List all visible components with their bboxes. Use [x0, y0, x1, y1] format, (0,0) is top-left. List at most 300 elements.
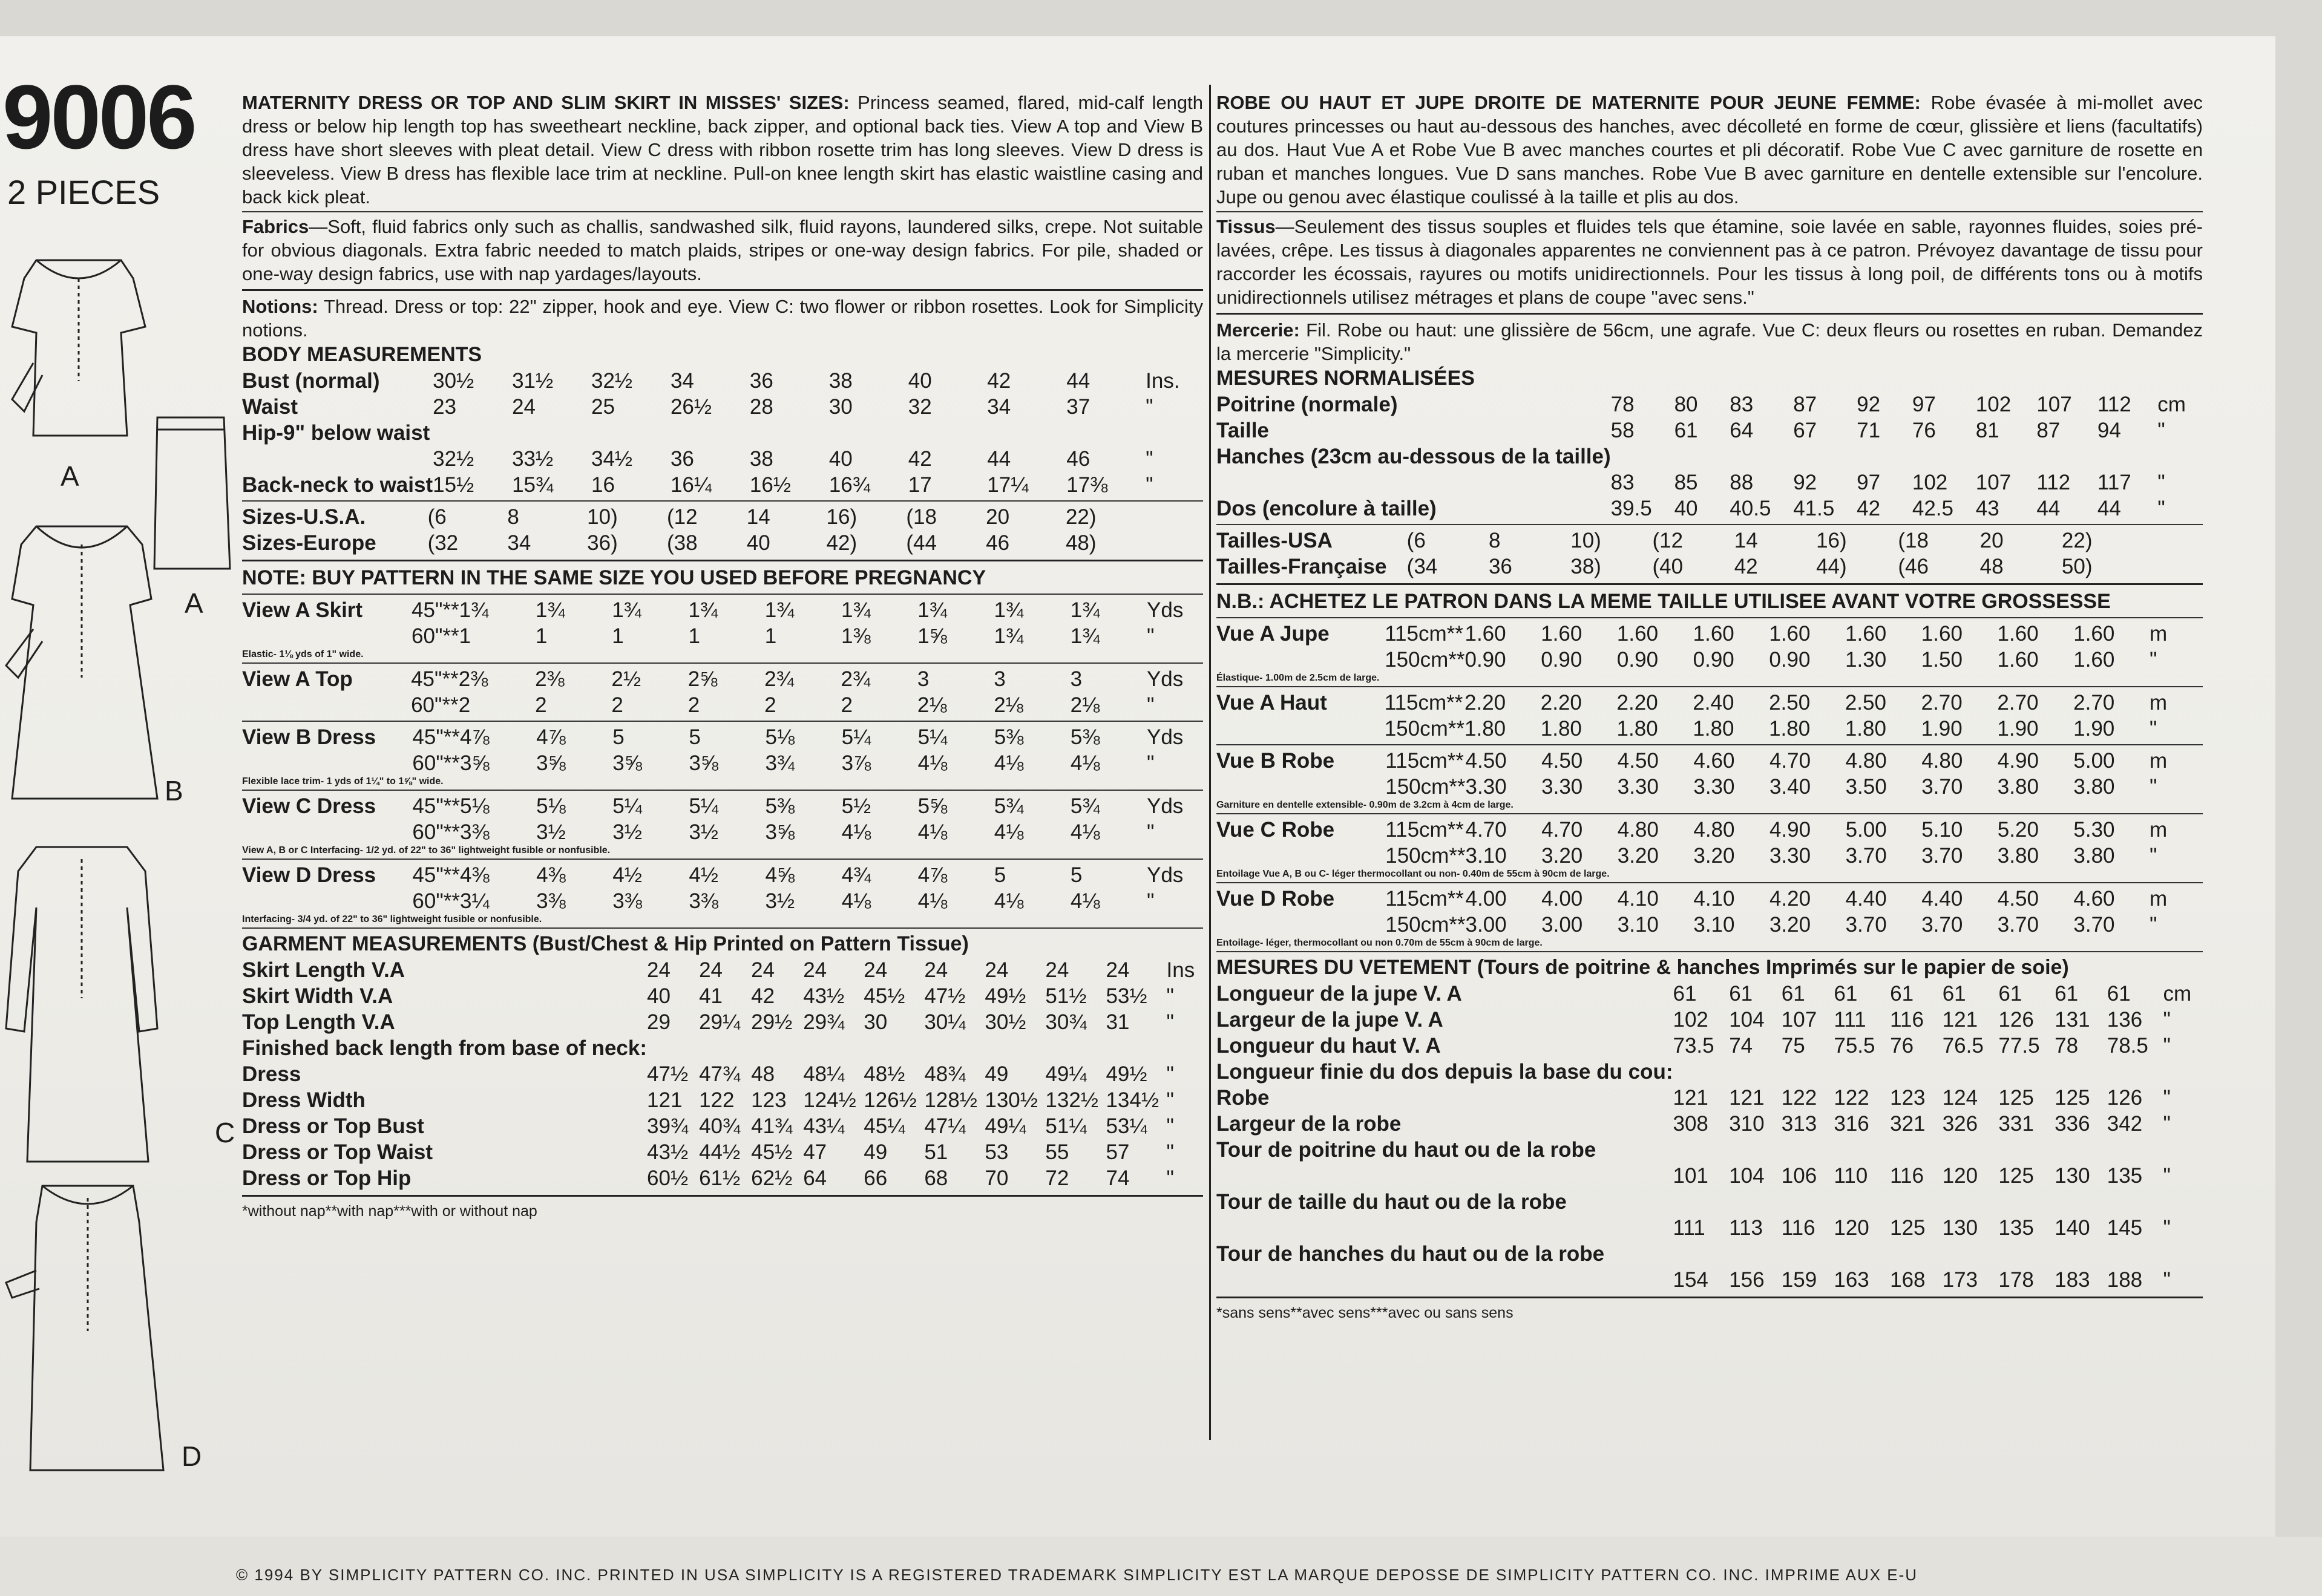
- cell-value: 81: [1975, 419, 1999, 442]
- cell-value: 316: [1834, 1112, 1869, 1136]
- yardage-value: 1.60: [2073, 648, 2115, 672]
- fabrics-en: Fabrics—Soft, fluid fabrics only such as challis, sandwashed silk, fluid rayons, laundered silks, crepe. Not suitable for obvious diagonals. Extra fabric needed to match plaids, stripes or one-way design fabrics. For pile, shaded or one-way design fabrics, use with nap yardages/layouts.: [242, 216, 1203, 284]
- fabric-width: 45"**: [412, 725, 461, 749]
- yardage-unit: m: [2150, 749, 2168, 773]
- cell-value: 20: [986, 505, 1010, 529]
- cell-value: 112: [2097, 393, 2131, 416]
- cell-value: 48: [1979, 555, 2004, 578]
- cell-value: 121: [647, 1088, 683, 1112]
- cell-value: 49¼: [1045, 1062, 1087, 1086]
- cell-value: 48½: [864, 1062, 905, 1086]
- divider: [242, 790, 1203, 791]
- cell-value: 120: [1942, 1164, 1978, 1188]
- cell-value: 310: [1729, 1112, 1765, 1136]
- yardage-value: 4⅛: [1070, 889, 1100, 913]
- yardage-value: 1.80: [1693, 717, 1734, 741]
- yardage-value: 2½: [611, 667, 641, 691]
- view-label: [242, 819, 412, 845]
- cell-value: 42: [908, 447, 932, 471]
- cell-value: 49¼: [985, 1114, 1026, 1138]
- cell-value: 308: [1673, 1112, 1708, 1136]
- french-column: [1216, 91, 2203, 1322]
- view-label-a: A: [61, 460, 79, 492]
- yardage-value: 5.10: [1921, 818, 1963, 842]
- yardage-row: [1216, 647, 2203, 673]
- row-label: Dress or Top Waist: [242, 1140, 433, 1164]
- cell-value: 30: [828, 395, 853, 419]
- cell-value: 121: [1673, 1086, 1708, 1110]
- cell-value: 62½: [751, 1166, 793, 1190]
- cell-value: 51½: [1045, 984, 1087, 1008]
- cell-value: 39.5: [1610, 497, 1652, 520]
- yardage-value: 3.10: [1617, 913, 1659, 937]
- cell-value: (18: [1898, 529, 1929, 552]
- cell-value: 17¼: [987, 473, 1029, 497]
- yardage-value: 5: [1070, 863, 1083, 887]
- yardage-value: 3.80: [2073, 775, 2115, 799]
- fabric-width: 115cm**: [1385, 622, 1463, 646]
- cell-value: (38: [666, 531, 698, 555]
- cell-value: 49½: [1106, 1062, 1147, 1086]
- divider: [1216, 813, 2203, 814]
- yardage-value: 4.20: [1769, 887, 1811, 911]
- cell-value: 83: [1730, 393, 1754, 416]
- cell-value: 51¼: [1045, 1114, 1087, 1138]
- yardage-unit: ": [1147, 751, 1155, 775]
- cell-value: [2036, 443, 2097, 469]
- yardage-value: 3.70: [1845, 913, 1887, 937]
- cell-value: 75: [1781, 1034, 1805, 1058]
- yardage-value: 5.00: [1845, 818, 1887, 842]
- yardage-unit: ": [2150, 775, 2157, 799]
- table-row: [1216, 495, 2203, 522]
- yardage-value: 1¾: [994, 624, 1024, 648]
- cell-value: [1834, 1241, 1890, 1267]
- cell-value: 125: [1998, 1164, 2034, 1188]
- cell-value: 124: [1942, 1086, 1978, 1110]
- table-row: [1216, 1137, 2203, 1163]
- cell-value: 97: [1912, 393, 1936, 416]
- divider: [242, 1195, 1203, 1197]
- yardage-value: 1: [459, 624, 471, 648]
- cell-value: [647, 1035, 699, 1061]
- yardage-value: 4.80: [1617, 818, 1659, 842]
- yardage-value: 3.00: [1541, 913, 1583, 937]
- cell-value: 24: [751, 958, 775, 982]
- view-label: [1216, 647, 1385, 673]
- cell-value: 31½: [512, 369, 554, 393]
- cell-value: [2055, 1189, 2107, 1215]
- measurement-table: [1216, 886, 2203, 938]
- cell-value: 53½: [1106, 984, 1147, 1008]
- yardage-row: [242, 597, 1203, 623]
- cell-value: [1976, 443, 2037, 469]
- divider: [1216, 583, 2203, 585]
- cell-value: [1793, 443, 1857, 469]
- yardage-value: 3⅞: [841, 751, 871, 775]
- cell-value: 43¼: [803, 1114, 845, 1138]
- cell-value: 183: [2055, 1268, 2090, 1292]
- row-label: Hanches (23cm au-dessous de la taille): [1216, 445, 1611, 468]
- yardage-value: 4.90: [1769, 818, 1811, 842]
- measurement-table: [242, 957, 1203, 1191]
- cell-value: [1943, 1241, 1999, 1267]
- measurement-table: [1216, 817, 2203, 869]
- yardage-value: 4.40: [1845, 887, 1887, 911]
- view-label: [1216, 774, 1385, 800]
- cell-value: 102: [1912, 471, 1948, 494]
- row-label: Tour de taille du haut ou de la robe: [1216, 1190, 1567, 1214]
- row-unit: ": [1146, 473, 1153, 497]
- view-label: Vue A Jupe: [1216, 622, 1330, 646]
- yardage-value: 4.00: [1541, 887, 1583, 911]
- row-label: Longueur finie du dos depuis la base du cou:: [1216, 1060, 1673, 1084]
- cell-value: 326: [1942, 1112, 1978, 1136]
- table-row: [242, 394, 1203, 420]
- cell-value: 123: [751, 1088, 787, 1112]
- yardage-value: 4.60: [2073, 887, 2115, 911]
- garment-measurements-title: GARMENT MEASUREMENTS (Bust/Chest & Hip Printed on Pattern Tissue): [242, 932, 969, 955]
- yardage-value: 1¾: [1070, 624, 1100, 648]
- table-row: [1216, 443, 2203, 469]
- cell-value: 24: [647, 958, 671, 982]
- cell-value: 42: [1857, 497, 1881, 520]
- table-row: [242, 446, 1203, 472]
- yardage-value: 3¼: [460, 889, 490, 913]
- yardage-value: 4⅞: [917, 863, 948, 887]
- yardage-value: 5½: [841, 794, 871, 818]
- yardage-value: 5: [612, 725, 625, 749]
- cell-value: [1066, 420, 1146, 446]
- cell-value: [1943, 1059, 1999, 1085]
- cell-value: 80: [1674, 393, 1698, 416]
- cell-value: 75.5: [1834, 1034, 1875, 1058]
- yardage-value: 3.10: [1465, 844, 1507, 868]
- row-unit: [1146, 420, 1203, 446]
- yardage-value: 3⅝: [460, 751, 490, 775]
- table-row: [242, 420, 1203, 446]
- cell-value: 45½: [864, 984, 905, 1008]
- row-unit: [2163, 1059, 2203, 1085]
- yardage-unit: ": [1146, 693, 1155, 717]
- fabric-width: 45"**: [411, 667, 459, 691]
- row-unit: [2143, 528, 2203, 554]
- view-label-d: D: [182, 1441, 202, 1472]
- fabric-width: 115cm**: [1385, 887, 1464, 911]
- divider: [242, 927, 1203, 929]
- fabric-width: 150cm**: [1385, 913, 1466, 937]
- cell-value: 78: [1610, 393, 1635, 416]
- measurement-table: [242, 793, 1203, 845]
- view-label: [1216, 843, 1385, 869]
- table-row: [1216, 1111, 2203, 1137]
- row-label: [1216, 469, 1611, 495]
- cell-value: (12: [1652, 529, 1684, 552]
- cell-value: (44: [906, 531, 937, 555]
- yardage-value: 3.70: [1921, 775, 1963, 799]
- cell-value: [803, 1035, 864, 1061]
- yardage-unit: Yds: [1147, 725, 1184, 749]
- divider: [1216, 882, 2203, 883]
- cell-value: 40: [828, 447, 853, 471]
- yardage-value: 4.80: [1845, 749, 1887, 773]
- yardage-extra: Elastic- 1⅛ yds of 1" wide.: [242, 649, 364, 659]
- yardage-value: 1⅜: [841, 624, 871, 648]
- cell-value: 134½: [1106, 1088, 1159, 1112]
- cell-value: 47: [803, 1140, 827, 1164]
- yardage-value: 5⅝: [917, 794, 948, 818]
- cell-value: [1782, 1059, 1834, 1085]
- measurement-tables-fr: [1216, 365, 2203, 1298]
- cell-value: 24: [864, 958, 888, 982]
- yardage-unit: ": [2149, 648, 2157, 672]
- view-a-skirt-drawing: [154, 417, 230, 569]
- row-unit: ": [1166, 1062, 1174, 1086]
- yardage-value: 4.90: [1997, 749, 2039, 773]
- cell-value: 29¼: [699, 1010, 741, 1034]
- row-unit: ": [2163, 1164, 2171, 1188]
- yardage-value: 3: [994, 667, 1006, 691]
- cell-value: 17⅜: [1066, 473, 1108, 497]
- table-row: [242, 368, 1203, 394]
- yardage-value: 1⅝: [917, 624, 947, 648]
- row-unit: ": [1166, 984, 1174, 1008]
- cell-value: 122: [1781, 1086, 1817, 1110]
- yardage-value: 2⅜: [458, 667, 488, 691]
- yardage-value: 1.60: [1616, 622, 1659, 646]
- row-unit: ": [1166, 1010, 1174, 1034]
- view-label: [242, 623, 412, 649]
- cell-value: 16½: [749, 473, 791, 497]
- yardage-value: 1.90: [1997, 717, 2039, 741]
- yardage-value: 4⅛: [917, 889, 948, 913]
- cell-value: [1834, 1059, 1890, 1085]
- cell-value: [750, 420, 829, 446]
- yardage-value: 4.80: [1921, 749, 1963, 773]
- cell-value: 38: [828, 369, 853, 393]
- cell-value: 72: [1045, 1166, 1069, 1190]
- row-unit: [1167, 1035, 1204, 1061]
- row-unit: ": [1166, 1114, 1174, 1138]
- cell-value: [512, 420, 591, 446]
- cell-value: 88: [1730, 471, 1754, 494]
- cell-value: 112: [2036, 471, 2071, 494]
- cell-value: 16): [826, 505, 858, 529]
- cell-value: 49: [864, 1140, 888, 1164]
- cell-value: 126: [1998, 1008, 2034, 1032]
- yardage-extra: Interfacing- 3/4 yd. of 22" to 36" lightweight fusible or nonfusible.: [242, 914, 542, 924]
- cell-value: 34: [987, 395, 1011, 419]
- yardage-value: 2: [535, 693, 547, 717]
- cell-value: 107: [2036, 393, 2072, 416]
- yardage-value: 4⅝: [765, 863, 795, 887]
- yardage-value: 1¾: [841, 598, 871, 622]
- body-measurements-title: MESURES NORMALISÉES: [1216, 367, 1475, 390]
- cell-value: 41¾: [751, 1114, 793, 1138]
- row-unit: cm: [2157, 393, 2186, 416]
- yardage-unit: ": [2150, 844, 2157, 868]
- cell-value: [1998, 1189, 2055, 1215]
- yardage-value: 4⅜: [536, 863, 566, 887]
- measurement-tables-en: [242, 342, 1203, 1197]
- cell-value: 43½: [803, 984, 845, 1008]
- cell-value: 14: [746, 505, 770, 529]
- cell-value: 30½: [985, 1010, 1026, 1034]
- cell-value: 53¼: [1106, 1114, 1147, 1138]
- yardage-value: 4⅛: [841, 889, 871, 913]
- english-column: [242, 91, 1203, 1220]
- table-row: [1216, 1033, 2203, 1059]
- description-en: MATERNITY DRESS OR TOP AND SLIM SKIRT IN MISSES' SIZES: Princess seamed, flared, mid-calf length dress or below hip length top has sweetheart neckline, back zipper, and optional back ties. View A top and View B dress have short sleeves with pleat detail. View C dress with ribbon rosette trim has long sleeves. View D dress is sleeveless. View B dress has flexible lace trim at neckline. Pull-on knee length skirt has elastic waistline casing and back kick pleat.: [242, 92, 1203, 208]
- cell-value: 120: [1834, 1216, 1869, 1240]
- fabric-width: 115cm**: [1385, 818, 1464, 842]
- cell-value: 61: [1998, 982, 2022, 1006]
- yardage-value: 1.60: [2073, 622, 2115, 646]
- cell-value: [1729, 1137, 1782, 1163]
- table-row: [242, 1009, 1203, 1035]
- yardage-row: [242, 750, 1203, 776]
- cell-value: 107: [1781, 1008, 1817, 1032]
- view-c-drawing: [6, 847, 157, 1162]
- cell-value: 61: [1674, 419, 1698, 442]
- cell-value: [1834, 1189, 1890, 1215]
- cell-value: [1045, 1035, 1106, 1061]
- cell-value: 168: [1890, 1268, 1926, 1292]
- yardage-value: 5.00: [2073, 749, 2115, 773]
- cell-value: 111: [1834, 1008, 1866, 1032]
- cell-value: 140: [2055, 1216, 2090, 1240]
- cell-value: 10): [587, 505, 618, 529]
- yardage-value: 4¾: [841, 863, 871, 887]
- yardage-value: 1.60: [1541, 622, 1582, 646]
- yardage-row: [242, 793, 1203, 819]
- view-label: View B Dress: [242, 725, 376, 749]
- row-label: Sizes-Europe: [242, 531, 376, 555]
- cell-value: 73.5: [1673, 1034, 1714, 1058]
- body-measurements-title: BODY MEASUREMENTS: [242, 343, 482, 366]
- yardage-value: 5.30: [2073, 818, 2115, 842]
- row-unit: [2157, 443, 2203, 469]
- cell-value: 24: [803, 958, 827, 982]
- view-label-c: C: [215, 1117, 235, 1148]
- divider: [1216, 686, 2203, 687]
- row-unit: [2143, 554, 2203, 580]
- cell-value: 61: [1729, 982, 1753, 1006]
- yardage-value: 1¾: [764, 598, 795, 622]
- yardage-value: 1: [535, 624, 548, 648]
- table-row: [242, 1113, 1203, 1139]
- copyright-line: © 1994 BY SIMPLICITY PATTERN CO. INC. PRINTED IN USA SIMPLICITY IS A REGISTERED TRADEMARK SIMPLICITY EST LA MARQUE DEPOSSE DE SIMPLICITY PATTERN CO. INC. IMPRIME AUX E-U: [236, 1566, 1918, 1584]
- cell-value: 66: [864, 1166, 888, 1190]
- yardage-value: 3.80: [1997, 775, 2039, 799]
- row-width: [1394, 554, 1406, 580]
- cell-value: 126½: [864, 1088, 917, 1112]
- yardage-value: 1.90: [2073, 717, 2115, 741]
- yardage-row: [242, 862, 1203, 888]
- cell-value: [1611, 443, 1674, 469]
- fabric-width: 45"**: [412, 863, 461, 887]
- yardage-value: 3.20: [1693, 844, 1735, 868]
- row-unit: ": [1146, 447, 1153, 471]
- cell-value: 39¾: [647, 1114, 689, 1138]
- cell-value: 23: [433, 395, 457, 419]
- measurement-table: [1216, 690, 2203, 742]
- yardage-value: 3.00: [1465, 913, 1507, 937]
- yardage-value: 5¼: [841, 725, 871, 749]
- table-row: [1216, 1059, 2203, 1085]
- yardage-unit: ": [2150, 913, 2157, 937]
- cell-value: 47½: [924, 984, 966, 1008]
- cell-value: 67: [1793, 419, 1817, 442]
- yardage-value: 4⅛: [917, 820, 948, 844]
- yardage-value: 1: [688, 624, 700, 648]
- yardage-value: 1¾: [535, 598, 565, 622]
- yardage-value: 3½: [536, 820, 566, 844]
- table-row: [242, 1061, 1203, 1087]
- fabric-width: 150cm**: [1385, 844, 1466, 868]
- cell-value: 58: [1610, 419, 1635, 442]
- pregnancy-note: NOTE: BUY PATTERN IN THE SAME SIZE YOU USED BEFORE PREGNANCY: [242, 566, 986, 589]
- row-label: Finished back length from base of neck:: [242, 1036, 648, 1060]
- column-divider: [1209, 85, 1211, 1440]
- yardage-value: 1.90: [1921, 717, 1963, 741]
- view-label: Vue D Robe: [1216, 887, 1335, 911]
- yardage-value: 4⅛: [1070, 820, 1100, 844]
- cell-value: 128½: [924, 1088, 977, 1112]
- cell-value: 116: [1781, 1216, 1815, 1240]
- yardage-value: 4.50: [1541, 749, 1583, 773]
- yardage-value: 3⅜: [689, 889, 718, 913]
- row-unit: ": [2163, 1008, 2171, 1032]
- yardage-unit: m: [2149, 691, 2168, 715]
- row-unit: ": [1166, 1166, 1174, 1190]
- yardage-value: 2.20: [1616, 691, 1658, 715]
- yardage-value: 2⅛: [917, 693, 947, 717]
- fabric-width: 60"**: [412, 820, 461, 844]
- cell-value: [1730, 443, 1793, 469]
- yardage-value: 5¼: [612, 794, 642, 818]
- cell-value: 116: [1890, 1164, 1924, 1188]
- cell-value: 44: [987, 447, 1011, 471]
- yardage-value: 1.60: [1921, 622, 1963, 646]
- cell-value: [1673, 1241, 1729, 1267]
- cell-value: 61: [1890, 982, 1914, 1006]
- cell-value: 45½: [751, 1140, 793, 1164]
- cell-value: 68: [924, 1166, 948, 1190]
- row-label: Hip-9" below waist: [242, 421, 430, 445]
- row-unit: ": [2163, 1034, 2171, 1058]
- cell-value: 145: [2107, 1216, 2143, 1240]
- table-row: [242, 530, 1203, 556]
- cell-value: 178: [1998, 1268, 2034, 1292]
- yardage-value: 0.90: [1769, 648, 1811, 672]
- cell-value: 46: [986, 531, 1010, 555]
- yardage-value: 0.90: [1464, 648, 1506, 672]
- measurement-table: [1216, 981, 2203, 1293]
- cell-value: 48): [1065, 531, 1097, 555]
- cell-value: 49: [985, 1062, 1009, 1086]
- row-unit: [2163, 1189, 2203, 1215]
- row-unit: ": [2163, 1268, 2171, 1292]
- cell-value: 24: [985, 958, 1009, 982]
- yardage-value: 4⅞: [536, 725, 566, 749]
- row-unit: cm: [2163, 982, 2192, 1006]
- cell-value: 60½: [647, 1166, 689, 1190]
- row-label: Dress: [242, 1062, 301, 1086]
- cell-value: 36: [670, 447, 694, 471]
- row-label: Dos (encolure à taille): [1216, 497, 1437, 520]
- yardage-value: 3.30: [1541, 775, 1583, 799]
